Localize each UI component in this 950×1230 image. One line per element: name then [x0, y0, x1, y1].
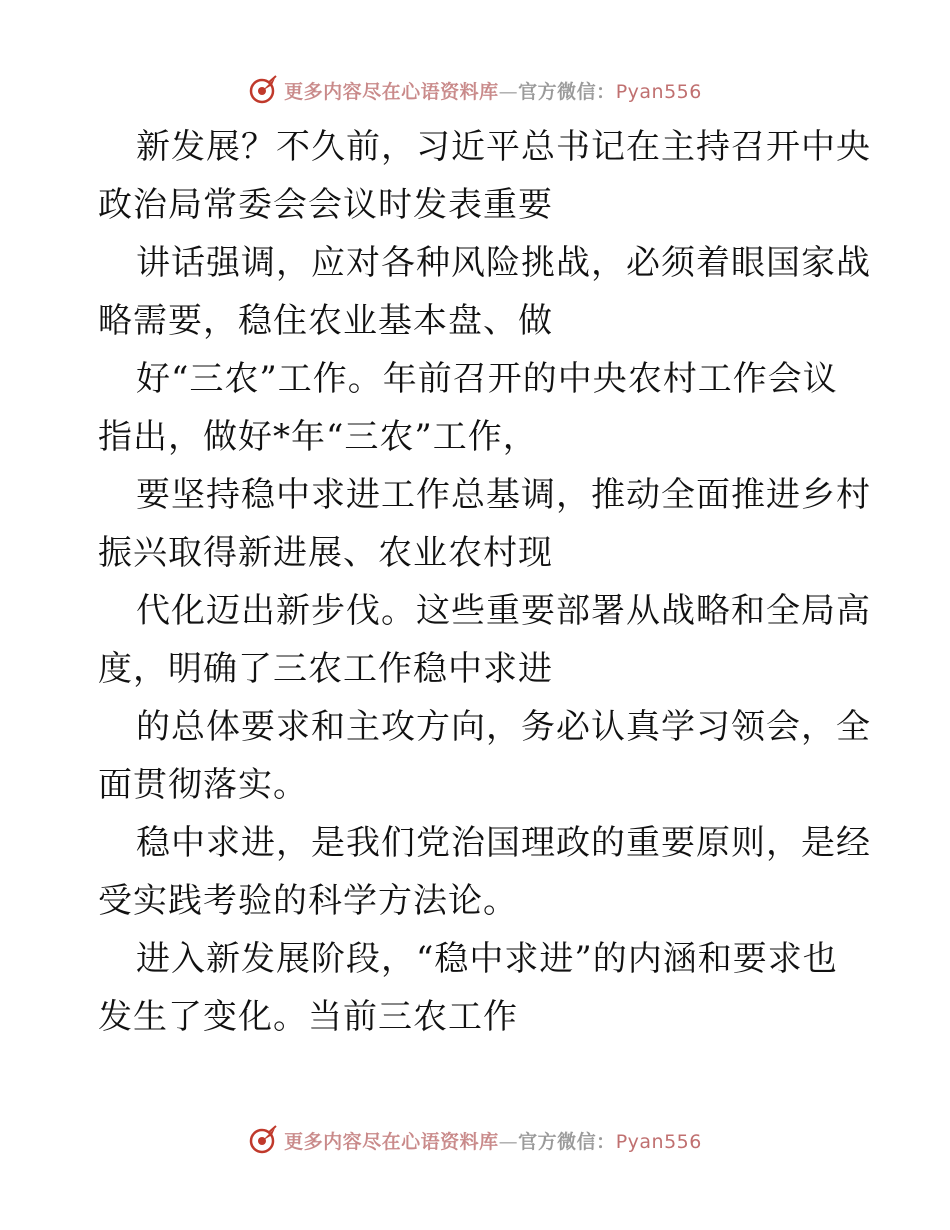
paragraph-line: 代化迈出新步伐。这些重要部署从战略和全局高	[136, 591, 871, 631]
paragraph-line: 振兴取得新进展、农业农村现	[98, 533, 553, 573]
paragraph	[98, 234, 871, 350]
paragraph-line: 的总体要求和主攻方向，务必认真学习领会，全	[136, 707, 871, 747]
paragraph-line: 新发展？不久前，习近平总书记在主持召开中央	[136, 127, 871, 167]
paragraph-line: 要坚持稳中求进工作总基调，推动全面推进乡村	[136, 475, 871, 515]
paragraph-line: 指出，做好*年“三农”工作，	[98, 417, 538, 457]
paragraph	[98, 350, 858, 466]
quill-logo-icon	[248, 75, 278, 105]
document-body	[98, 118, 871, 1046]
header-banner	[0, 70, 950, 110]
paragraph	[98, 466, 871, 582]
paragraph-line: 讲话强调，应对各种风险挑战，必须着眼国家战	[136, 243, 871, 283]
paragraph-line: 面贯彻落实。	[98, 765, 308, 805]
paragraph	[98, 930, 858, 1046]
paragraph-line: 度，明确了三农工作稳中求进	[98, 649, 553, 689]
paragraph	[98, 698, 871, 814]
quill-logo-icon	[248, 1125, 278, 1155]
banner-main-text: 更多内容尽在心语资料库	[284, 1130, 499, 1153]
paragraph-line: 略需要，稳住农业基本盘、做	[98, 301, 553, 341]
banner-wechat-label: 官方微信：	[518, 1130, 616, 1153]
paragraph	[98, 814, 871, 930]
banner-main-text: 更多内容尽在心语资料库	[284, 80, 499, 103]
banner-wechat-id: Pyan556	[615, 80, 702, 103]
banner-wechat-label: 官方微信：	[518, 80, 616, 103]
banner-separator: —	[498, 80, 519, 103]
paragraph-line: 好“三农”工作。年前召开的中央农村工作会议	[136, 359, 838, 399]
banner-wechat-id: Pyan556	[615, 1130, 702, 1153]
paragraph-line: 发生了变化。当前三农工作	[98, 997, 518, 1037]
paragraph	[98, 582, 871, 698]
paragraph-line: 政治局常委会会议时发表重要	[98, 185, 553, 225]
paragraph-line: 受实践考验的科学方法论。	[98, 881, 518, 921]
paragraph-line: 进入新发展阶段，“稳中求进”的内涵和要求也	[136, 939, 838, 979]
paragraph	[98, 118, 871, 234]
banner-separator: —	[498, 1130, 519, 1153]
paragraph-line: 稳中求进，是我们党治国理政的重要原则，是经	[136, 823, 871, 863]
footer-banner	[0, 1120, 950, 1160]
